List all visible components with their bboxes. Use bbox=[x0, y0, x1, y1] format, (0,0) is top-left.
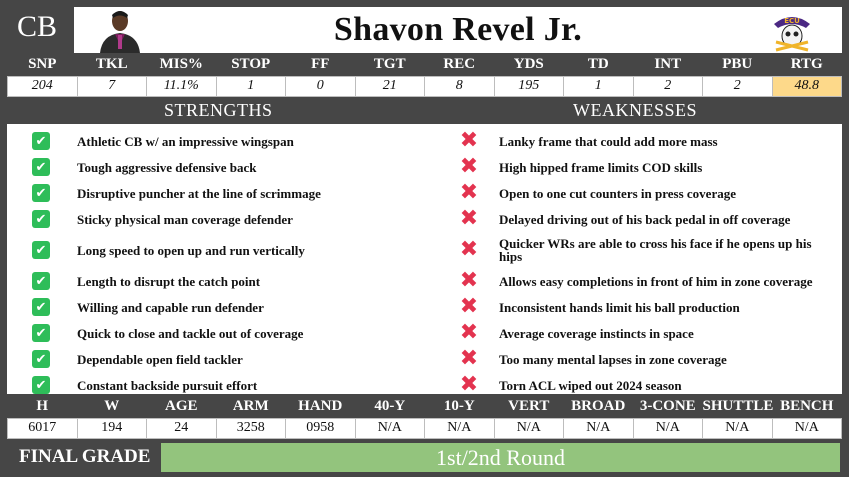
weakness-text: High hipped frame limits COD skills bbox=[499, 159, 703, 175]
strength-text: Dependable open field tackler bbox=[77, 351, 243, 367]
strength-text: Disruptive puncher at the line of scrimmage bbox=[77, 185, 321, 201]
stat-header: 3-CONE bbox=[639, 398, 696, 415]
check-icon: ✔ bbox=[32, 350, 50, 368]
stat-value: 11.1% bbox=[147, 76, 217, 96]
strength-text: Constant backside pursuit effort bbox=[77, 377, 258, 393]
position-label: CB bbox=[0, 0, 74, 53]
stat-value: 0958 bbox=[286, 418, 356, 438]
strength-text: Length to disrupt the catch point bbox=[77, 273, 261, 289]
stat-header: FF bbox=[311, 56, 330, 73]
final-grade-value: 1st/2nd Round bbox=[161, 443, 840, 472]
check-icon: ✔ bbox=[32, 376, 50, 394]
stat-value: 1 bbox=[564, 76, 634, 96]
check-icon: ✔ bbox=[32, 241, 50, 259]
stat-value: 48.8 bbox=[772, 76, 842, 96]
stat-value: 2 bbox=[703, 76, 773, 96]
stat-header: INT bbox=[654, 56, 682, 73]
weakness-text: Too many mental lapses in zone coverage bbox=[499, 351, 727, 367]
svg-text:ECU: ECU bbox=[784, 17, 800, 25]
weakness-item bbox=[437, 154, 842, 179]
strength-item bbox=[7, 210, 427, 228]
weakness-item bbox=[437, 320, 842, 345]
strength-text: Long speed to open up and run vertically bbox=[77, 242, 305, 258]
stat-value: N/A bbox=[772, 418, 842, 438]
stat-value: 8 bbox=[425, 76, 495, 96]
stat-value: 3258 bbox=[216, 418, 286, 438]
stat-header: YDS bbox=[513, 56, 544, 73]
x-icon: ✖ bbox=[459, 180, 479, 205]
stat-value: N/A bbox=[564, 418, 634, 438]
stat-header: SHUTTLE bbox=[702, 398, 774, 415]
stat-value: 2 bbox=[633, 76, 703, 96]
scouting-panel bbox=[7, 124, 842, 397]
strength-item bbox=[7, 158, 427, 176]
x-icon: ✖ bbox=[459, 206, 479, 231]
stat-header: AGE bbox=[164, 398, 198, 415]
weakness-item bbox=[437, 294, 842, 319]
stat-header: TD bbox=[587, 56, 609, 73]
stat-header: STOP bbox=[231, 56, 271, 73]
weakness-text: Delayed driving out of his back pedal in off coverage bbox=[499, 211, 791, 227]
weakness-text: Allows easy completions in front of him in zone coverage bbox=[499, 273, 813, 289]
check-icon: ✔ bbox=[32, 132, 50, 150]
strength-text: Willing and capable run defender bbox=[77, 299, 264, 315]
check-icon: ✔ bbox=[32, 324, 50, 342]
check-icon: ✔ bbox=[32, 158, 50, 176]
stat-header: HAND bbox=[298, 398, 343, 415]
strengths-title: STRENGTHS bbox=[164, 100, 273, 120]
stat-value: 1 bbox=[216, 76, 286, 96]
check-icon: ✔ bbox=[32, 184, 50, 202]
check-icon: ✔ bbox=[32, 210, 50, 228]
stat-value: 204 bbox=[8, 76, 78, 96]
x-icon: ✖ bbox=[459, 128, 479, 153]
strength-text: Athletic CB w/ an impressive wingspan bbox=[77, 133, 294, 149]
stat-value: N/A bbox=[494, 418, 564, 438]
stat-header: VERT bbox=[508, 398, 550, 415]
x-icon: ✖ bbox=[459, 372, 479, 397]
weakness-item bbox=[437, 180, 842, 205]
weaknesses-title: WEAKNESSES bbox=[573, 100, 698, 120]
strength-item bbox=[7, 324, 427, 342]
player-header bbox=[74, 7, 842, 53]
x-icon: ✖ bbox=[459, 294, 479, 319]
season-stats-table bbox=[7, 54, 842, 97]
strength-text: Quick to close and tackle out of coverage bbox=[77, 325, 304, 341]
stat-header: RTG bbox=[790, 56, 823, 73]
weakness-item bbox=[437, 346, 842, 371]
stat-value: N/A bbox=[633, 418, 703, 438]
stat-header: W bbox=[104, 398, 120, 415]
weakness-item bbox=[437, 206, 842, 231]
weakness-item bbox=[437, 236, 842, 264]
weakness-text: Lanky frame that could add more mass bbox=[499, 133, 718, 149]
weakness-text: Average coverage instincts in space bbox=[499, 325, 694, 341]
strength-item bbox=[7, 132, 427, 150]
weakness-item bbox=[437, 128, 842, 153]
weakness-text: Torn ACL wiped out 2024 season bbox=[499, 377, 682, 393]
measurements-table bbox=[7, 396, 842, 439]
stat-header: TGT bbox=[373, 56, 406, 73]
check-icon: ✔ bbox=[32, 272, 50, 290]
check-icon: ✔ bbox=[32, 298, 50, 316]
strength-item bbox=[7, 272, 427, 290]
stat-value: 195 bbox=[494, 76, 564, 96]
stat-value: 194 bbox=[77, 418, 147, 438]
stat-value: 21 bbox=[355, 76, 425, 96]
pirate-logo-icon bbox=[770, 8, 814, 52]
weakness-text: Open to one cut counters in press coverage bbox=[499, 185, 736, 201]
stat-value: 7 bbox=[77, 76, 147, 96]
stat-value: N/A bbox=[703, 418, 773, 438]
stat-header: BENCH bbox=[780, 398, 834, 415]
stat-header: 10-Y bbox=[443, 398, 475, 415]
strength-item bbox=[7, 350, 427, 368]
stat-header: BROAD bbox=[571, 398, 626, 415]
strength-item bbox=[7, 241, 427, 259]
final-grade-bar bbox=[0, 443, 849, 473]
player-avatar bbox=[94, 7, 146, 53]
stat-header: H bbox=[36, 398, 49, 415]
x-icon: ✖ bbox=[459, 154, 479, 179]
player-name: Shavon Revel Jr. bbox=[333, 11, 583, 48]
x-icon: ✖ bbox=[459, 237, 479, 262]
stat-header: 40-Y bbox=[374, 398, 406, 415]
strength-item bbox=[7, 184, 427, 202]
strength-item bbox=[7, 376, 427, 394]
stat-value: N/A bbox=[425, 418, 495, 438]
weakness-text: Quicker WRs are able to cross his face if he opens up his hips bbox=[499, 236, 812, 264]
stat-header: TKL bbox=[95, 56, 128, 73]
stat-header: REC bbox=[443, 56, 476, 73]
final-grade-label: FINAL GRADE bbox=[19, 446, 151, 467]
stat-value: 24 bbox=[147, 418, 217, 438]
x-icon: ✖ bbox=[459, 346, 479, 371]
strength-item bbox=[7, 298, 427, 316]
weakness-item bbox=[437, 372, 842, 397]
stat-header: MIS% bbox=[159, 56, 203, 73]
x-icon: ✖ bbox=[459, 320, 479, 345]
stat-value: N/A bbox=[355, 418, 425, 438]
weakness-item bbox=[437, 268, 842, 293]
stat-header: PBU bbox=[722, 56, 753, 73]
strength-text: Sticky physical man coverage defender bbox=[77, 211, 293, 227]
weakness-text: Inconsistent hands limit his ball production bbox=[499, 299, 740, 315]
strength-text: Tough aggressive defensive back bbox=[77, 159, 257, 175]
x-icon: ✖ bbox=[459, 268, 479, 293]
stat-header: ARM bbox=[232, 398, 269, 415]
stat-header: SNP bbox=[28, 56, 57, 73]
stat-value: 6017 bbox=[8, 418, 78, 438]
stat-value: 0 bbox=[286, 76, 356, 96]
